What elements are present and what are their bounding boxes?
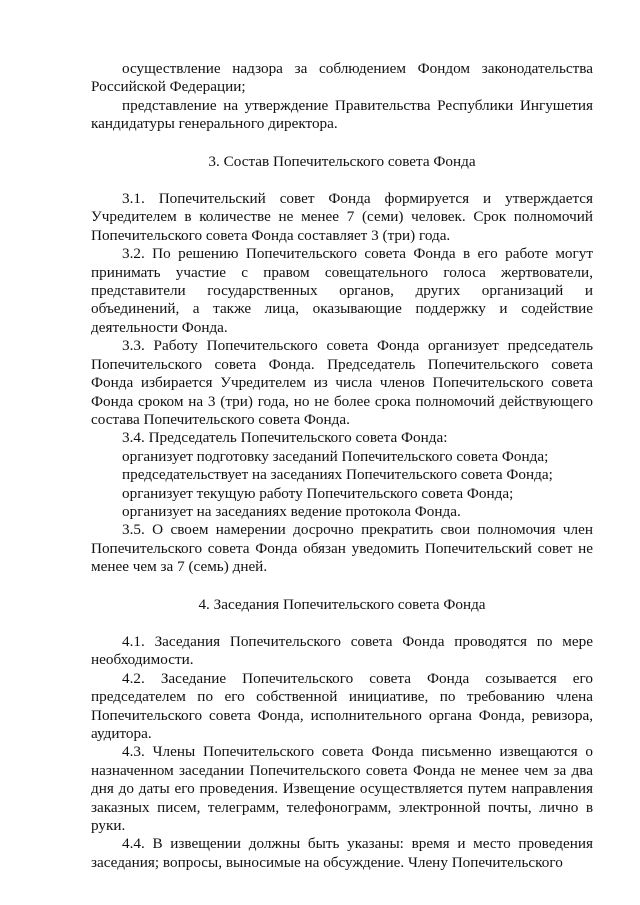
paragraph-3-1: 3.1. Попечительский совет Фонда формируется и утверждается Учредителем в количестве не менее 7 (семи) человек. Срок полномочий Попечительского совета Фонда составляет 3 (три) года. <box>91 190 593 244</box>
paragraph-4-1: 4.1. Заседания Попечительского совета Фонда проводятся по мере необходимости. <box>91 632 593 669</box>
section-4-title: 4. Заседания Попечительского совета Фонда <box>198 595 486 613</box>
document-body <box>91 60 593 872</box>
paragraph-4-4: 4.4. В извещении должны быть указаны: время и место проведения заседания; вопросы, выносимые на обсуждение. Члену Попечительского <box>91 835 593 871</box>
paragraph-4-3: 4.3. Члены Попечительского совета Фонда письменно извещаются о назначенном заседании Попечительского совета Фонда не менее чем за два дня до даты его проведения. Извещение осуществляется путем направления заказных писем, телеграмм, телефонограмм, электронной почты, лично в руки. <box>91 743 593 835</box>
paragraph-3-3: 3.3. Работу Попечительского совета Фонда организует председатель Попечительского совета Фонда. Председатель Попечительского совета Фонда избирается Учредителем из числа членов Попечительского совета Фонда сроком на 3 (три) года, но не более срока полномочий действующего состава Попечительского совета Фонда. <box>91 337 593 428</box>
paragraph-3-4-item-1: организует подготовку заседаний Попечительского совета Фонда; <box>122 447 549 465</box>
paragraph-supervision: осуществление надзора за соблюдением Фондом законодательства Российской Федерации; <box>91 60 593 96</box>
paragraph-4-2: 4.2. Заседание Попечительского совета Фонда созывается его председателем по его собственной инициативе, по требованию члена Попечительского совета Фонда, исполнительного органа Фонда, ревизора, аудитора. <box>91 669 593 742</box>
paragraph-3-4: 3.4. Председатель Попечительского совета Фонда: <box>122 429 448 447</box>
paragraph-director-candidacy: представление на утверждение Правительства Республики Ингушетия кандидатуры генерального директора. <box>91 96 593 133</box>
section-3-title: 3. Состав Попечительского совета Фонда <box>208 152 476 170</box>
paragraph-3-4-item-4: организует на заседаниях ведение протокола Фонда. <box>122 502 461 520</box>
paragraph-3-4-item-2: председательствует на заседаниях Попечительского совета Фонда; <box>122 466 553 484</box>
paragraph-3-4-item-3: организует текущую работу Попечительского совета Фонда; <box>122 484 514 502</box>
paragraph-3-5: 3.5. О своем намерении досрочно прекратить свои полномочия член Попечительского совета Фонда обязан уведомить Попечительский совет не менее чем за 7 (семь) дней. <box>91 521 593 576</box>
paragraph-3-2: 3.2. По решению Попечительского совета Фонда в его работе могут принимать участие с правом совещательного голоса жертвователи, представители государственных органов, других организаций и объединений, а также лица, оказывающие поддержку и содействие деятельности Фонда. <box>91 245 593 336</box>
